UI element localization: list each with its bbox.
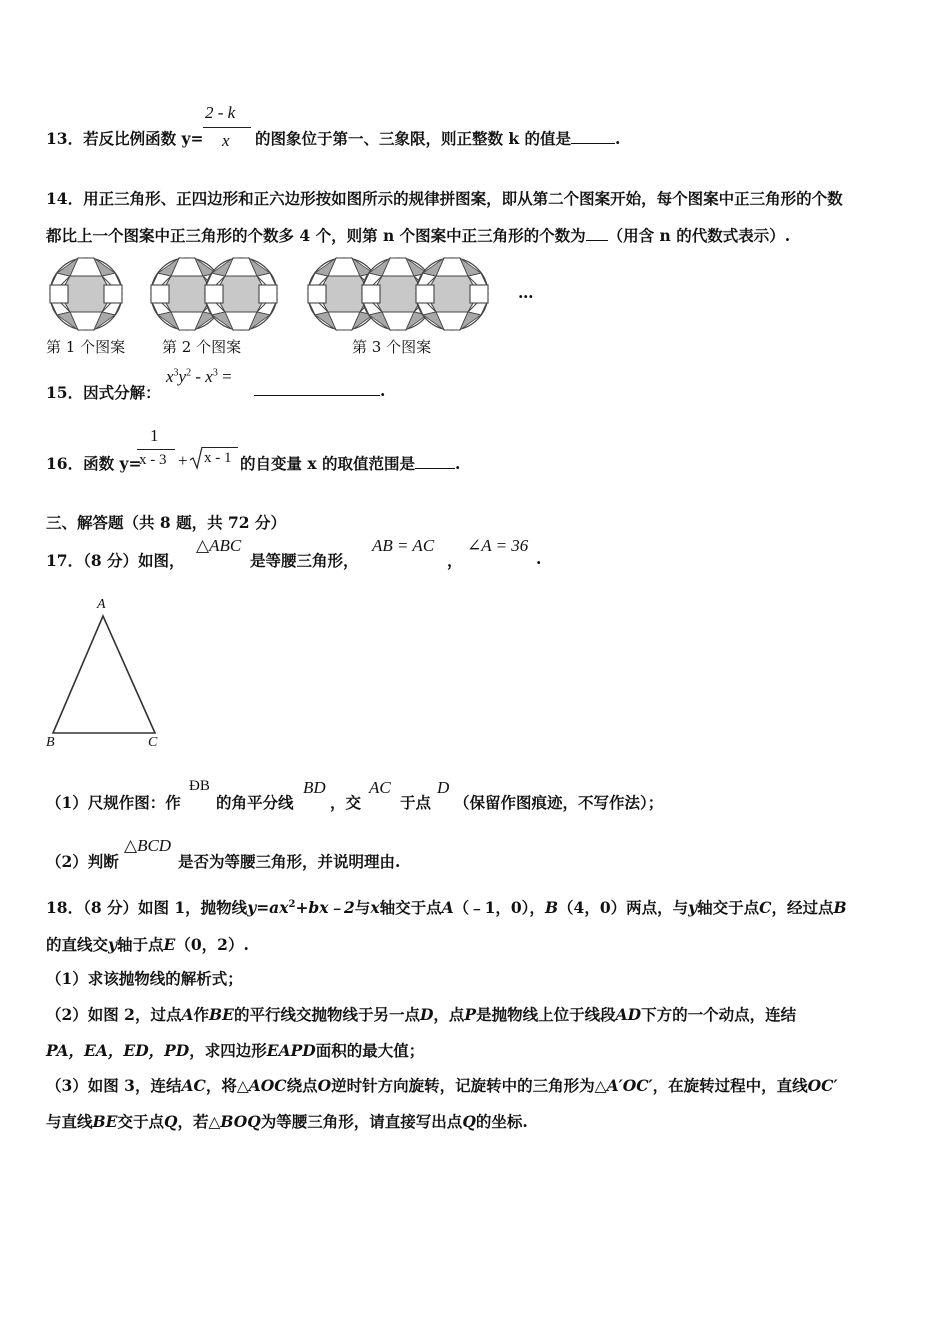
q18-line-1: 18．（8 分）如图 1，抛物线$y=ax^2+bx﹣2$与x轴交于点A（﹣1，0），B（4，0）两点，与y轴交于点C，经过点B [46, 898, 847, 917]
q17-point-d: D [437, 778, 450, 797]
q17-part-1-c: ，交 [330, 793, 362, 812]
sqrt-symbol [189, 446, 203, 470]
vertex-a-label: A [97, 597, 106, 612]
q17-label: 17．（8 分）如图， [46, 551, 185, 570]
q17-comma: ， [447, 551, 463, 570]
pattern-3 [308, 258, 488, 330]
q16-frac-denominator: x - 3 [139, 452, 167, 468]
q17-triangle-bcd: △BCD [124, 836, 172, 855]
q17-part-2-b: 是否为等腰三角形，并说明理由. [178, 852, 401, 871]
pattern-1 [50, 258, 122, 330]
q16-answer-blank [415, 454, 455, 469]
q15-expression: $x^3y^2 - x^3$ = [166, 367, 232, 386]
q17-part-1-e: （保留作图痕迹，不写作法）； [454, 793, 664, 812]
sqrt-bar [202, 447, 238, 448]
q16-frac-line [137, 449, 175, 450]
pattern-3-caption: 第 3 个图案 [352, 338, 432, 356]
q13-frac-denominator: x [222, 131, 230, 150]
q18-line-2: 的直线交y轴于点E（0，2）. [46, 935, 249, 954]
q18-part-1: （1）求该抛物线的解析式； [46, 969, 243, 988]
q13-answer-blank [571, 129, 615, 144]
q16-plus: + [178, 451, 188, 470]
q13-frac-numerator: 2 - k [205, 103, 236, 122]
pattern-ellipsis: … [518, 283, 534, 302]
q17-bd: BD [303, 778, 326, 797]
vertex-c-label: C [148, 735, 158, 750]
q17-end: . [536, 549, 542, 568]
q14-pattern-figures [44, 252, 504, 334]
pattern-2 [151, 258, 277, 330]
q16-sqrt-content: x - 1 [204, 450, 232, 466]
q18-part-2-line-2: PA，EA，ED，PD，求四边形EAPD面积的最大值； [46, 1041, 425, 1060]
q17-ac: AC [369, 778, 391, 797]
section-heading: 三、解答题（共 8 题，共 72 分） [46, 513, 286, 532]
q17-condition-ab-ac: AB = AC [372, 536, 435, 555]
q18-part-3-line-1: （3）如图 3，连结AC，将△AOC绕点O逆时针方向旋转，记旋转中的三角形为△A′OC′，在旋转过程中，直线OC′ [46, 1076, 838, 1095]
q17-angle-b: ÐB [189, 778, 210, 794]
q16-text: 的自变量 x 的取值范围是 . [240, 454, 461, 473]
q15-label: 15．因式分解： [46, 383, 161, 402]
q17-part-1-d: 于点 [400, 793, 432, 812]
q16-frac-numerator: 1 [150, 426, 159, 445]
q17-triangle-figure [40, 596, 170, 754]
q14-answer-blank [586, 226, 608, 241]
q15-blank-group: . [254, 381, 385, 400]
q15-answer-blank [254, 381, 380, 396]
pattern-2-caption: 第 2 个图案 [162, 338, 242, 356]
q18-part-2-line-1: （2）如图 2，过点A作BE的平行线交抛物线于另一点D，点P是抛物线上位于线段AD下方的一个动点，连结 [46, 1005, 797, 1024]
q17-isosceles-text: 是等腰三角形， [250, 551, 359, 570]
pattern-1-caption: 第 1 个图案 [46, 338, 126, 356]
q14-line-1: 14．用正三角形、正四边形和正六边形按如图所示的规律拼图案，即从第二个图案开始，每个图案中正三角形的个数 [46, 189, 843, 208]
q13-text: 的图象位于第一、三象限，则正整数 k 的值是 . [255, 129, 621, 148]
q17-part-2-a: （2）判断 [46, 852, 119, 871]
q13-number: 13．若反比例函数 y= [46, 129, 204, 148]
q17-part-1-b: 的角平分线 [216, 793, 294, 812]
q17-triangle-abc: △ABC [196, 536, 242, 555]
vertex-b-label: B [46, 735, 55, 750]
q18-part-3-line-2: 与直线BE交于点Q，若△BOQ为等腰三角形，请直接写出点Q的坐标. [46, 1112, 528, 1131]
q13-frac-line [203, 127, 251, 128]
q14-line-2: 都比上一个图案中正三角形的个数多 4 个，则第 n 个图案中正三角形的个数为 （用含 n 的代数式表示）. [46, 226, 791, 245]
q17-part-1-a: （1）尺规作图：作 [46, 793, 181, 812]
q16-label: 16．函数 y= [46, 454, 142, 473]
q17-condition-angle-a: ∠A = 36 [467, 536, 529, 555]
